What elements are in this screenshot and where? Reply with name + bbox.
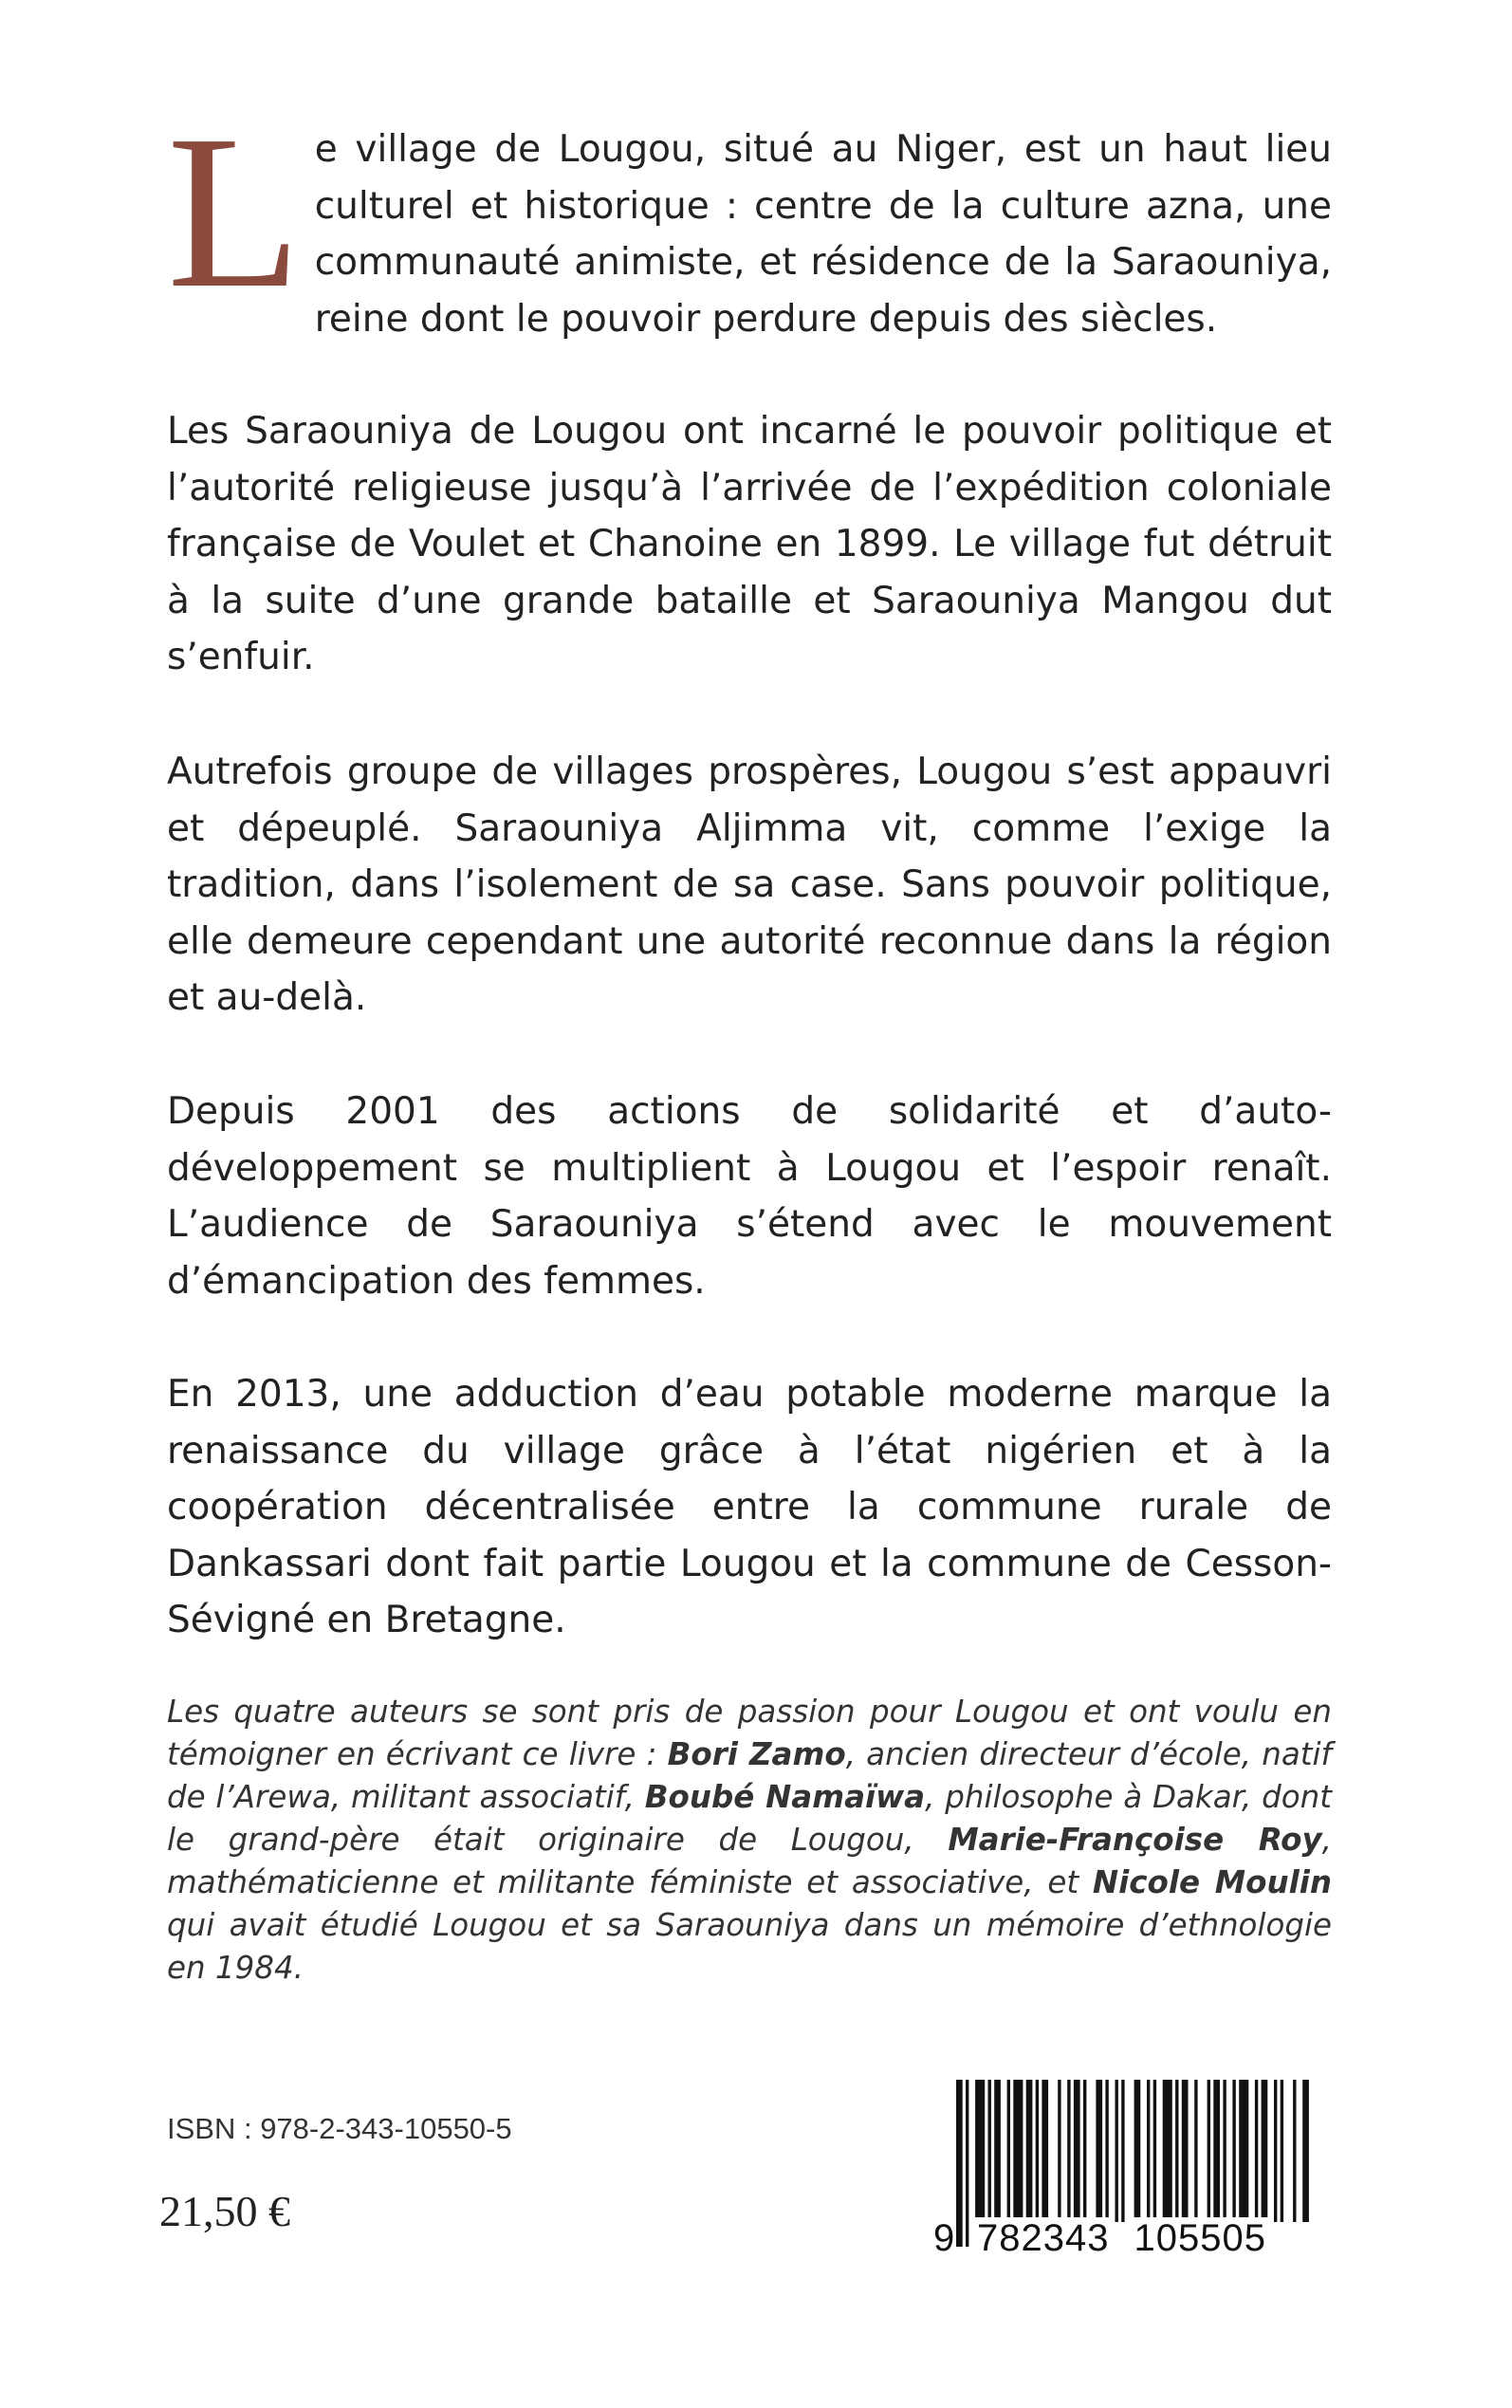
paragraph-development: Depuis 2001 des actions de solidarité et d’auto-développement se multiplient à Lougou et l’espoir renaît. L’audience de Saraouniya s’étend avec le mouvement d’émancipation des femmes. — [167, 1090, 1332, 1303]
barcode-bar — [1042, 2080, 1048, 2222]
barcode-bar — [988, 2080, 991, 2222]
drop-cap-letter: L — [167, 90, 302, 334]
barcode-group-right: 105505 — [1134, 2217, 1266, 2259]
barcode-bar — [1007, 2080, 1010, 2222]
paragraph-water-block — [167, 1366, 1332, 1649]
barcode-bar — [1083, 2080, 1086, 2222]
barcode-bar — [1302, 2080, 1309, 2222]
barcode-bar — [1058, 2080, 1060, 2222]
author-name: Boubé Namaïwa — [644, 1779, 926, 1815]
barcode-bar — [1147, 2080, 1150, 2222]
authors-intro: Les quatre auteurs se sont pris de passion pour Lougou et ont voulu en témoigner en écrivant ce livre : — [167, 1694, 1332, 1772]
barcode-bar — [1293, 2080, 1296, 2222]
barcode-bar — [1105, 2080, 1108, 2222]
paragraph-history: Les Saraouniya de Lougou ont incarné le pouvoir politique et l’autorité religieuse jusqu’à l’arrivée de l’expédition coloniale française de Voulet et Chanoine en 1899. Le village fut détruit à la suite d’une grande bataille et Saraouniya Mangou dut s’enfuir. — [167, 410, 1332, 678]
barcode-bar — [1175, 2080, 1178, 2222]
paragraph-decline: Autrefois groupe de villages prospères, Lougou s’est appauvri et dépeuplé. Saraouniya Aljimma vit, comme l’exige la tradition, dans l’isolement de sa case. Sans pouvoir politique, elle demeure cependant une autorité reconnue dans la région et au-delà. — [167, 750, 1332, 1019]
barcode-bar — [1281, 2080, 1283, 2222]
barcode-group-left: 782343 — [977, 2217, 1110, 2259]
author-name: Nicole Moulin — [1092, 1864, 1332, 1900]
paragraph-water: En 2013, une adduction d’eau potable moderne marque la renaissance du village grâce à l’état nigérien et à la coopération décentralisée entre la commune rurale de Dankassari dont fait partie Lougou et la commune de Cesson-Sévigné en Bretagne. — [167, 1373, 1332, 1641]
barcode-bar — [1096, 2080, 1102, 2222]
paragraph-decline-block — [167, 744, 1332, 1027]
barcode-bar — [1213, 2080, 1220, 2222]
barcode-bar — [1116, 2080, 1118, 2222]
author-description: , mathématicienne et militante féministe et associative, et — [167, 1822, 1332, 1900]
barcode-bar — [1208, 2080, 1210, 2222]
paragraph-intro-text: e village de Lougou, situé au Niger, est un haut lieu culturel et historique : centre de la culture azna, une communauté animiste, et résidence de la Saraouniya, reine dont le pouvoir perdure depuis des siècles. — [314, 128, 1332, 341]
barcode-bar — [1274, 2080, 1277, 2222]
barcode-number — [933, 2217, 1313, 2260]
barcode-bar — [1036, 2080, 1039, 2222]
barcode-bar — [1223, 2080, 1226, 2222]
barcode-bar — [994, 2080, 1001, 2222]
barcode-bar — [1239, 2080, 1248, 2222]
paragraph-intro-block — [167, 90, 1332, 347]
price-label: 21,50 € — [159, 2187, 290, 2235]
barcode-bar — [1067, 2080, 1070, 2222]
barcode-bar — [1026, 2080, 1033, 2222]
barcode-bar — [1134, 2080, 1141, 2222]
barcode-bar — [975, 2080, 985, 2222]
author-name: Bori Zamo — [667, 1736, 846, 1772]
barcode-bar — [1153, 2080, 1156, 2222]
barcode-lead-digit: 9 — [933, 2217, 956, 2259]
barcode-bar — [1013, 2080, 1023, 2222]
authors-note — [167, 1691, 1332, 1990]
barcode-bar — [1074, 2080, 1080, 2222]
author-description: , philosophe à Dakar, dont le grand-père était originaire de Lougou, — [167, 1779, 1332, 1858]
author-name: Marie-Françoise Roy — [948, 1822, 1322, 1858]
paragraph-development-block — [167, 1084, 1332, 1309]
author-description: , ancien directeur d’école, natif de l’Arewa, militant associatif, — [167, 1736, 1332, 1815]
paragraph-intro — [167, 90, 1332, 347]
barcode-bar — [1232, 2080, 1235, 2222]
barcode-bar — [1163, 2080, 1172, 2222]
barcode-bar — [1262, 2080, 1268, 2222]
paragraph-history-block — [167, 403, 1332, 686]
author-description: qui avait étudié Lougou et sa Saraouniya dans un mémoire d’ethnologie en 1984. — [167, 1907, 1332, 1986]
barcode-bar — [1255, 2080, 1258, 2222]
isbn-label: ISBN : 978-2-343-10550-5 — [167, 2112, 512, 2145]
barcode-bar — [1121, 2080, 1124, 2222]
